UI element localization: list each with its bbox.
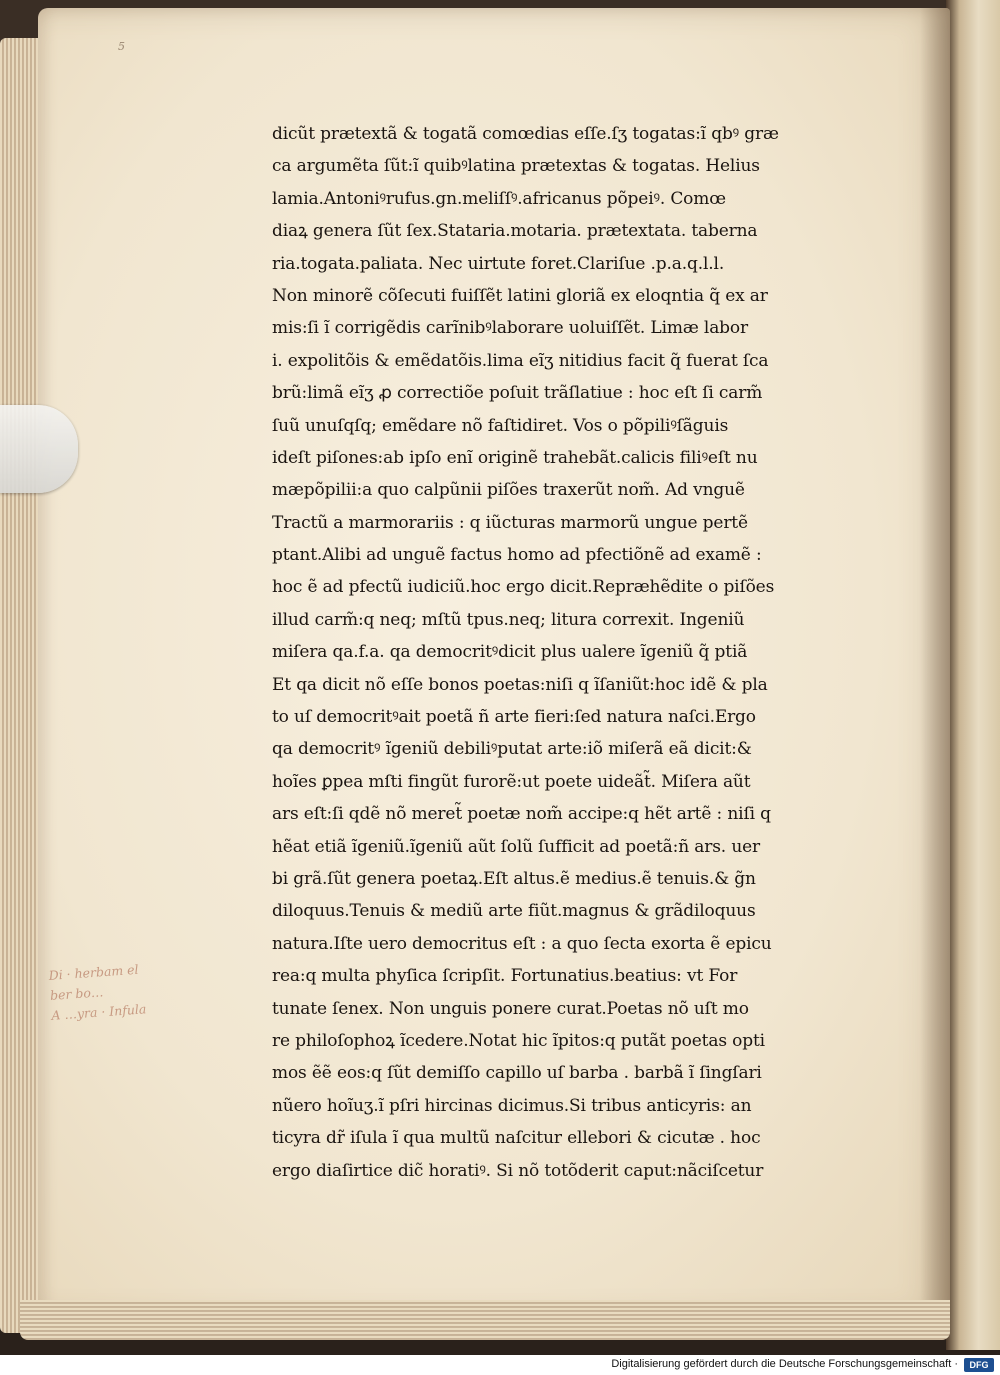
gutter-shadow xyxy=(920,8,950,1320)
margin-note-line: Di · herbam el xyxy=(48,961,140,983)
text-line: hoc ẽ ad pfectũ iudiciũ.hoc ergo dicit.Repræhẽdite o piſões xyxy=(272,577,775,598)
text-line: tunate ſenex. Non unguis ponere curat.Poetas nõ uſt mo xyxy=(272,998,749,1019)
text-line: mos ẽẽ eos:q ſũt demiſſo capillo uſ barba . barbã ĩ ſingſari xyxy=(272,1063,762,1084)
text-line: hẽat etiã ĩgeniũ.ĩgeniũ aũt ſolũ ſufficit ad poetã:ñ ars. uer xyxy=(272,836,761,857)
text-line: mæpõpilii:a quo calpũnii piſões traxerũt nom̃. Ad vnguẽ xyxy=(272,480,745,501)
text-line: to uſ democritꝰait poetã ñ arte fieri:ſed natura naſci.Ergo xyxy=(272,707,756,728)
footer-bar xyxy=(0,1355,1000,1375)
text-line: i. expolitõis & emẽdatõis.lima eĩʒ nitidius facit q̃ fuerat ſca xyxy=(272,350,769,371)
text-line: ergo diaſirtice dic̃ horatiꝰ. Si nõ totõderit caput:nãciſcetur xyxy=(272,1160,764,1181)
page-marker-strip xyxy=(0,405,78,493)
text-line: ca argumẽta ſũt:ĩ quibꝰlatina prætextas & togatas. Helius xyxy=(272,156,760,177)
text-line: hoĩes ꝑpea mſti fingũt furorẽ:ut poete uideãt̃. Miſera aũt xyxy=(272,771,751,792)
text-line: ars eſt:ſi qdẽ nõ meret̃ poetæ nom̃ accipe:q hẽt artẽ : niſi q xyxy=(272,804,771,825)
text-line: diaꝝ genera ſũt ſex.Stataria.motaria. prætextata. taberna xyxy=(272,221,758,242)
text-line: bi grã.ſũt genera poetaꝝ.Eſt altus.ẽ medius.ẽ tenuis.& g̃n xyxy=(272,868,756,889)
text-line: illud carm̃:q neq; mſtũ tpus.neq; litura correxit. Ingeniũ xyxy=(272,609,745,630)
text-line: lamia.Antoniꝰrufus.gn.meliſſꝰ.africanus põpeiꝰ. Comœ xyxy=(272,188,726,209)
text-line: ſuũ unuſqſq; emẽdare nõ faſtidiret. Vos o põpiliꝰſãguis xyxy=(272,415,729,436)
margin-note-line: A …yra · Infula xyxy=(50,1001,147,1023)
text-line: Tractũ a marmorariis : q iũcturas marmorũ ungue pertẽ xyxy=(272,512,748,533)
text-line: ptant.Alibi ad unguẽ factus homo ad pfectiõnẽ ad examẽ : xyxy=(272,545,762,566)
dfg-logo: DFG xyxy=(964,1358,994,1372)
text-line: rea:q multa phyſica ſcripſit. Fortunatius.beatius: vt For xyxy=(272,966,738,987)
page-stack-bottom xyxy=(20,1300,950,1340)
text-line: dicũt prætextã & togatã comœdias eſſe.ſʒ togatas:ĩ qbꝰ græ xyxy=(272,124,779,144)
text-line: ticyra dr̃ iſula ĩ qua multũ naſcitur ellebori & cicutæ . hoc xyxy=(272,1128,761,1149)
text-line: mis:ſi ĩ corrigẽdis carĩnibꝰlaborare uoluiſſẽt. Limæ labor xyxy=(272,318,748,339)
text-line: diloquus.Tenuis & mediũ arte fiũt.magnus & grãdiloquus xyxy=(272,901,756,922)
text-line: miſera qa.f.a. qa democritꝰdicit plus ualere ĩgeniũ q̃ ptiã xyxy=(272,642,748,663)
margin-note-line: ber bo… xyxy=(49,984,104,1003)
text-line: natura.Iſte uero democritus eſt : a quo ſecta exorta ẽ epicu xyxy=(272,933,772,954)
text-line: qa democritꝰ ĩgeniũ debiliꝰputat arte:iõ miſerã eã dicit:& xyxy=(272,739,752,760)
text-line: ria.togata.paliata. Nec uirtute foret.Clariſue .p.a.q.l.l. xyxy=(272,253,725,274)
text-line: nũero hoĩuʒ.ĩ pſri hircinas dicimus.Si tribus anticyris: an xyxy=(272,1095,752,1116)
text-line: Non minorẽ cõſecuti fuiſſẽt latini gloriã ex eloqntia q̃ ex ar xyxy=(272,285,768,306)
main-text-block xyxy=(272,118,852,1187)
text-line: ideſt piſones:ab ipſo enĩ originẽ trahebãt.calicis filiꝰeſt nu xyxy=(272,447,758,468)
folio-mark: 5 xyxy=(118,40,125,53)
text-line: re philoſophoꝝ ĩcedere.Notat hic ĩpitos:q putãt poetas opti xyxy=(272,1030,765,1051)
marginal-annotation xyxy=(48,953,232,1025)
text-line: Et qa dicit nõ eſſe bonos poetas:niſi q ĩſaniũt:hoc idẽ & pla xyxy=(272,674,768,695)
text-line: brũ:limã eĩʒ ꝓ correctiõe poſuit trãſlatiue : hoc eſt ſi carm̃ xyxy=(272,383,763,404)
digitization-credit: Digitalisierung gefördert durch die Deutsche Forschungsgemeinschaft · xyxy=(611,1358,958,1370)
right-page-edge xyxy=(946,0,1000,1350)
